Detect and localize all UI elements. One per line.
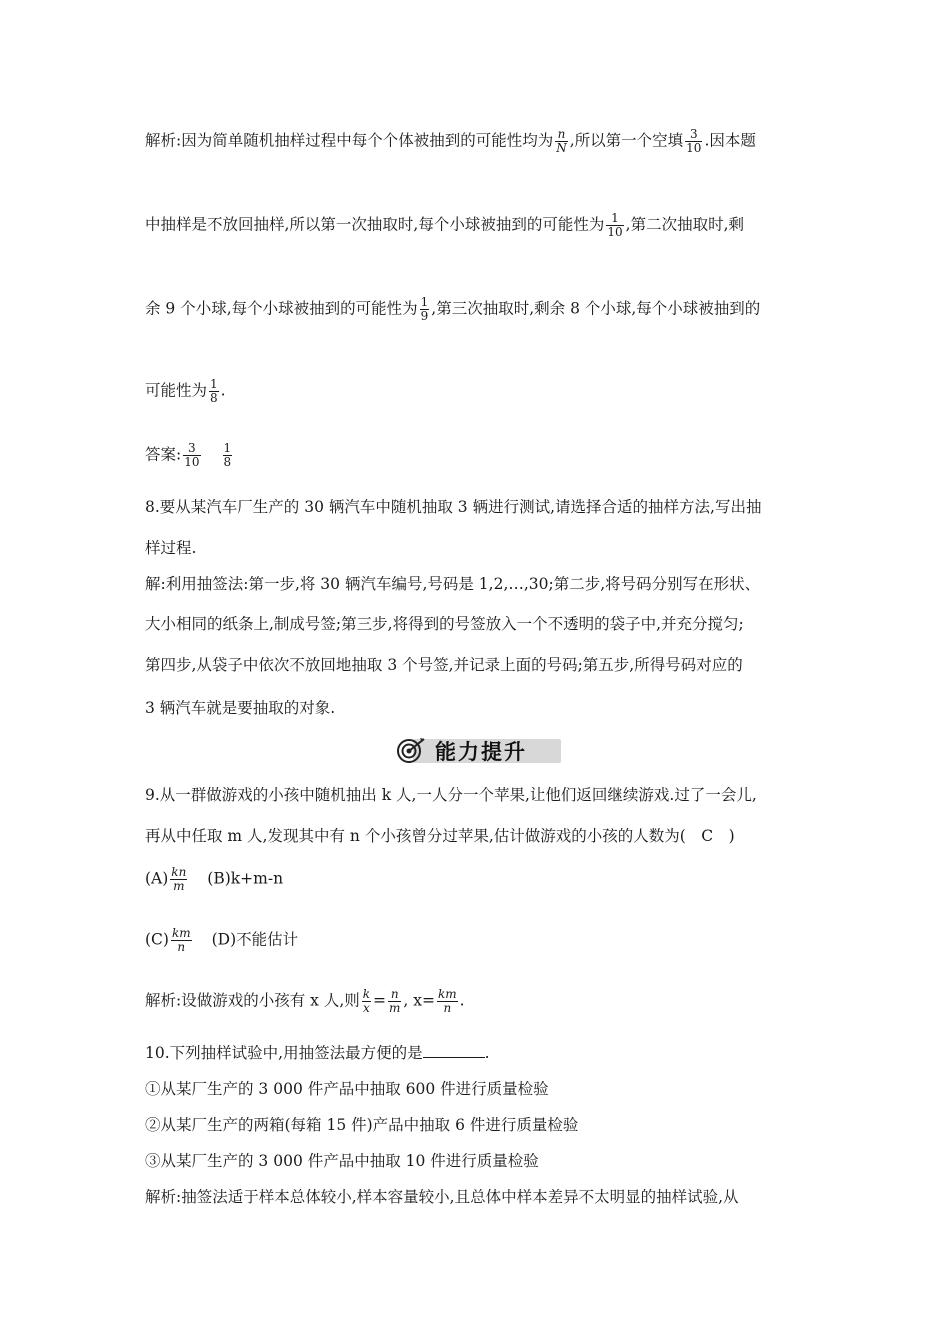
section-banner bbox=[395, 733, 565, 767]
fraction: $\frac{1}{8}$ bbox=[210, 377, 218, 405]
fraction: $\frac{3}{10}$ bbox=[686, 127, 702, 155]
text: 解析:设做游戏的小孩有 x 人,则 bbox=[145, 991, 360, 1010]
text: . bbox=[484, 1044, 490, 1062]
fraction: $\frac{km}{n}$ bbox=[438, 987, 457, 1015]
fraction: $\frac{n}{m}$ bbox=[389, 987, 401, 1015]
answer-label: 答案: bbox=[145, 445, 182, 464]
p7-line-2 bbox=[145, 212, 825, 239]
text: , x= bbox=[403, 991, 436, 1010]
q9-line-2: 再从中任取 m 人,发现其中有 n 个小孩曾分过苹果,估计做游戏的小孩的人数为( C ) bbox=[145, 827, 735, 845]
text: 中抽样是不放回抽样,所以第一次抽取时,每个小球被抽到的可能性为 bbox=[145, 215, 605, 234]
q8-line-4: 大小相同的纸条上,制成号签;第三步,将得到的号签放入一个不透明的袋子中,并充分搅匀; bbox=[145, 615, 744, 633]
fraction: $\frac{1}{9}$ bbox=[420, 295, 429, 323]
fraction: $\frac{1}{10}$ bbox=[607, 211, 623, 239]
q8-line-3: 解:利用抽签法:第一步,将 30 辆汽车编号,号码是 1,2,…,30;第二步,将号码分别写在形状、 bbox=[145, 575, 761, 593]
q8-line-1: 8.要从某汽车厂生产的 30 辆汽车中随机抽取 3 辆进行测试,请选择合适的抽样方法,写出抽 bbox=[145, 498, 762, 516]
fraction: $\frac{n}{N}$ bbox=[556, 127, 567, 155]
fraction: $\frac{km}{n}$ bbox=[171, 926, 191, 954]
q10-item-2: ②从某厂生产的两箱(每箱 15 件)产品中抽取 6 件进行质量检验 bbox=[145, 1116, 579, 1134]
q10-line-1 bbox=[145, 1042, 825, 1064]
fraction: $\frac{k}{x}$ bbox=[362, 987, 371, 1015]
fraction: $\frac{1}{8}$ bbox=[223, 441, 232, 469]
q10-solution: 解析:抽签法适于样本总体较小,样本容量较小,且总体中样本差异不太明显的抽样试验,从 bbox=[145, 1188, 739, 1206]
p7-answer bbox=[145, 442, 825, 469]
option-b: (B)k+m-n bbox=[207, 869, 284, 888]
option-c-label: (C) bbox=[145, 930, 169, 949]
fraction: $\frac{kn}{m}$ bbox=[171, 865, 187, 893]
fraction: $\frac{3}{10}$ bbox=[184, 441, 200, 469]
text: ,第三次抽取时,剩余 8 个小球,每个小球被抽到的 bbox=[431, 299, 761, 318]
q9-options-ab bbox=[145, 866, 825, 893]
option-d: (D)不能估计 bbox=[211, 930, 299, 949]
text: 解析:因为简单随机抽样过程中每个个体被抽到的可能性均为 bbox=[145, 131, 554, 150]
q8-line-2: 样过程. bbox=[145, 539, 197, 557]
text: 余 9 个小球,每个小球被抽到的可能性为 bbox=[145, 299, 418, 318]
q8-line-5: 第四步,从袋子中依次不放回地抽取 3 个号签,并记录上面的号码;第五步,所得号码对应的 bbox=[145, 656, 743, 674]
text: 10.下列抽样试验中,用抽签法最方便的是 bbox=[145, 1044, 423, 1062]
q9-solution bbox=[145, 988, 825, 1015]
q10-item-1: ①从某厂生产的 3 000 件产品中抽取 600 件进行质量检验 bbox=[145, 1080, 549, 1098]
p7-line-3 bbox=[145, 296, 825, 323]
text: 可能性为 bbox=[145, 381, 208, 400]
text: . bbox=[220, 381, 226, 400]
text: . bbox=[459, 991, 465, 1010]
q10-item-3: ③从某厂生产的 3 000 件产品中抽取 10 件进行质量检验 bbox=[145, 1152, 539, 1170]
p7-line-4 bbox=[145, 378, 825, 405]
target-dart-icon bbox=[395, 735, 429, 765]
p7-line-1 bbox=[145, 128, 825, 155]
q9-line-1: 9.从一群做游戏的小孩中随机抽出 k 人,一人分一个苹果,让他们返回继续游戏.过了一会儿, bbox=[145, 786, 757, 804]
q9-options-cd bbox=[145, 927, 825, 954]
text: ,所以第一个空填 bbox=[569, 131, 684, 150]
section-title: 能力提升 bbox=[435, 740, 527, 764]
q8-line-6: 3 辆汽车就是要抽取的对象. bbox=[145, 699, 336, 717]
answer-blank bbox=[423, 1043, 485, 1058]
text: ,第二次抽取时,剩 bbox=[625, 215, 744, 234]
text: .因本题 bbox=[704, 131, 756, 150]
option-a-label: (A) bbox=[145, 869, 169, 888]
text: = bbox=[373, 991, 387, 1010]
